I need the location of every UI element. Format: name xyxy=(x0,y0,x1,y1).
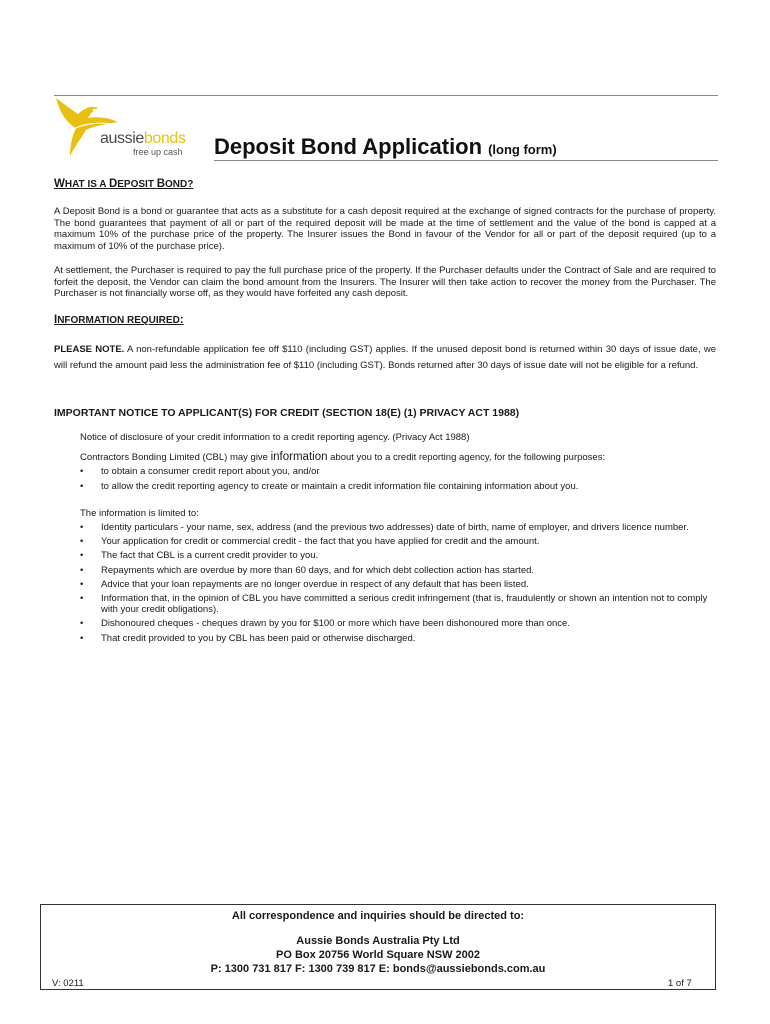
heading-cap: B xyxy=(156,178,166,190)
footer-page-number: 1 of 7 xyxy=(668,978,692,989)
cbl-purposes-line xyxy=(80,451,605,463)
list-item: • Identity particulars - your name, sex, address (and the previous two addresses) date of birth, name of employer, and drivers licence number. xyxy=(80,522,710,533)
heading-cap: W xyxy=(54,178,65,190)
purposes-list xyxy=(80,466,710,492)
please-note-paragraph xyxy=(54,342,716,374)
limited-items-list xyxy=(80,522,710,644)
footer-version: V: 0211 xyxy=(52,978,84,989)
list-item: • to allow the credit reporting agency to create or maintain a credit information file containing information about you. xyxy=(80,481,710,492)
please-note-label: PLEASE NOTE. xyxy=(54,344,125,355)
list-item: • Advice that your loan repayments are no longer overdue in respect of any default that has been listed. xyxy=(80,579,710,590)
privacy-notice-heading: IMPORTANT NOTICE TO APPLICANT(S) FOR CREDIT (SECTION 18(E) (1) PRIVACY ACT 1988) xyxy=(54,407,520,419)
limited-line: The information is limited to: xyxy=(80,508,199,519)
page-title-sub: (long form) xyxy=(488,142,557,157)
disclosure-line: Notice of disclosure of your credit information to a credit reporting agency. (Privacy Act 1988) xyxy=(80,432,470,443)
heading-cap: I xyxy=(54,314,58,326)
paragraph-definition: A Deposit Bond is a bond or guarantee that acts as a substitute for a cash deposit required at the exchange of signed contracts for the purchase of property. The bond guarantees that payment of all or part of the required deposit will be made at the time of settlement and the value of the bond is capped at a maximum 10% of the purchase price of the property. The Insurer issues the Bond in favour of the Vendor for all or part of the deposit required (up to a maximum of 10% of the purchase price). xyxy=(54,206,716,252)
footer-company: Aussie Bonds Australia Pty Ltd xyxy=(296,935,460,947)
title-rule xyxy=(214,160,718,161)
list-item: • The fact that CBL is a current credit provider to you. xyxy=(80,550,710,561)
footer-contact: P: 1300 731 817 F: 1300 739 817 E: bonds@aussiebonds.com.au xyxy=(210,963,546,975)
page-title xyxy=(214,134,557,160)
brand-right: bonds xyxy=(143,130,186,147)
cbl-post: about you to a credit reporting agency, for the following purposes: xyxy=(327,452,606,463)
paragraph-settlement: At settlement, the Purchaser is required to pay the full purchase price of the property. If the Purchaser defaults under the Contract of Sale and are required to forfeit the deposit, the Vendor can claim the bond amount from the Insurers. The Insurer will then take action to recover the money from the Purchaser. The Purchaser is not financially worse off, as they would have forfeited any cash deposit. xyxy=(54,265,716,300)
section-heading-what-is xyxy=(54,178,193,190)
heading-text: HAT IS A xyxy=(64,179,109,190)
footer-intro: All correspondence and inquiries should be directed to: xyxy=(231,910,525,922)
please-note-text: A non-refundable application fee off $110 (including GST) applies. If the unused deposit bond is returned within 30 days of issue date, we will refund the amount paid less the administration fee of $110 (including GST). Bonds returned after 30 days of issue date will not be eligible for a refund. xyxy=(54,344,716,371)
list-item: • Your application for credit or commercial credit - the fact that you have applied for credit and the amount. xyxy=(80,536,710,547)
heading-text: NFORMATION REQUIRED xyxy=(57,315,180,326)
section-heading-information-required xyxy=(54,314,184,326)
footer-address: PO Box 20756 World Square NSW 2002 xyxy=(276,949,480,961)
list-item: • to obtain a consumer credit report about you, and/or xyxy=(80,466,710,477)
cbl-word: information xyxy=(270,451,328,463)
heading-text: EPOSIT xyxy=(117,179,157,190)
heading-text: OND? xyxy=(165,179,194,190)
heading-cap: D xyxy=(108,178,118,190)
brand-wordmark xyxy=(100,131,185,147)
page-title-text: Deposit Bond Application xyxy=(214,134,483,159)
list-item: • Dishonoured cheques - cheques drawn by you for $100 or more which have been dishonoured more than once. xyxy=(80,618,710,629)
brand-tagline: free up cash xyxy=(133,147,183,157)
brand-left: aussie xyxy=(100,130,144,147)
cbl-pre: Contractors Bonding Limited (CBL) may give xyxy=(80,452,271,463)
list-item: • Repayments which are overdue by more than 60 days, and for which debt collection action has started. xyxy=(80,565,710,576)
list-item: • That credit provided to you by CBL has been paid or otherwise discharged. xyxy=(80,633,710,644)
heading-colon: : xyxy=(179,314,184,326)
list-item: • Information that, in the opinion of CBL you have committed a serious credit infringement (that is, fraudulently or shown an intention not to comply with your credit obligations). xyxy=(80,593,710,615)
